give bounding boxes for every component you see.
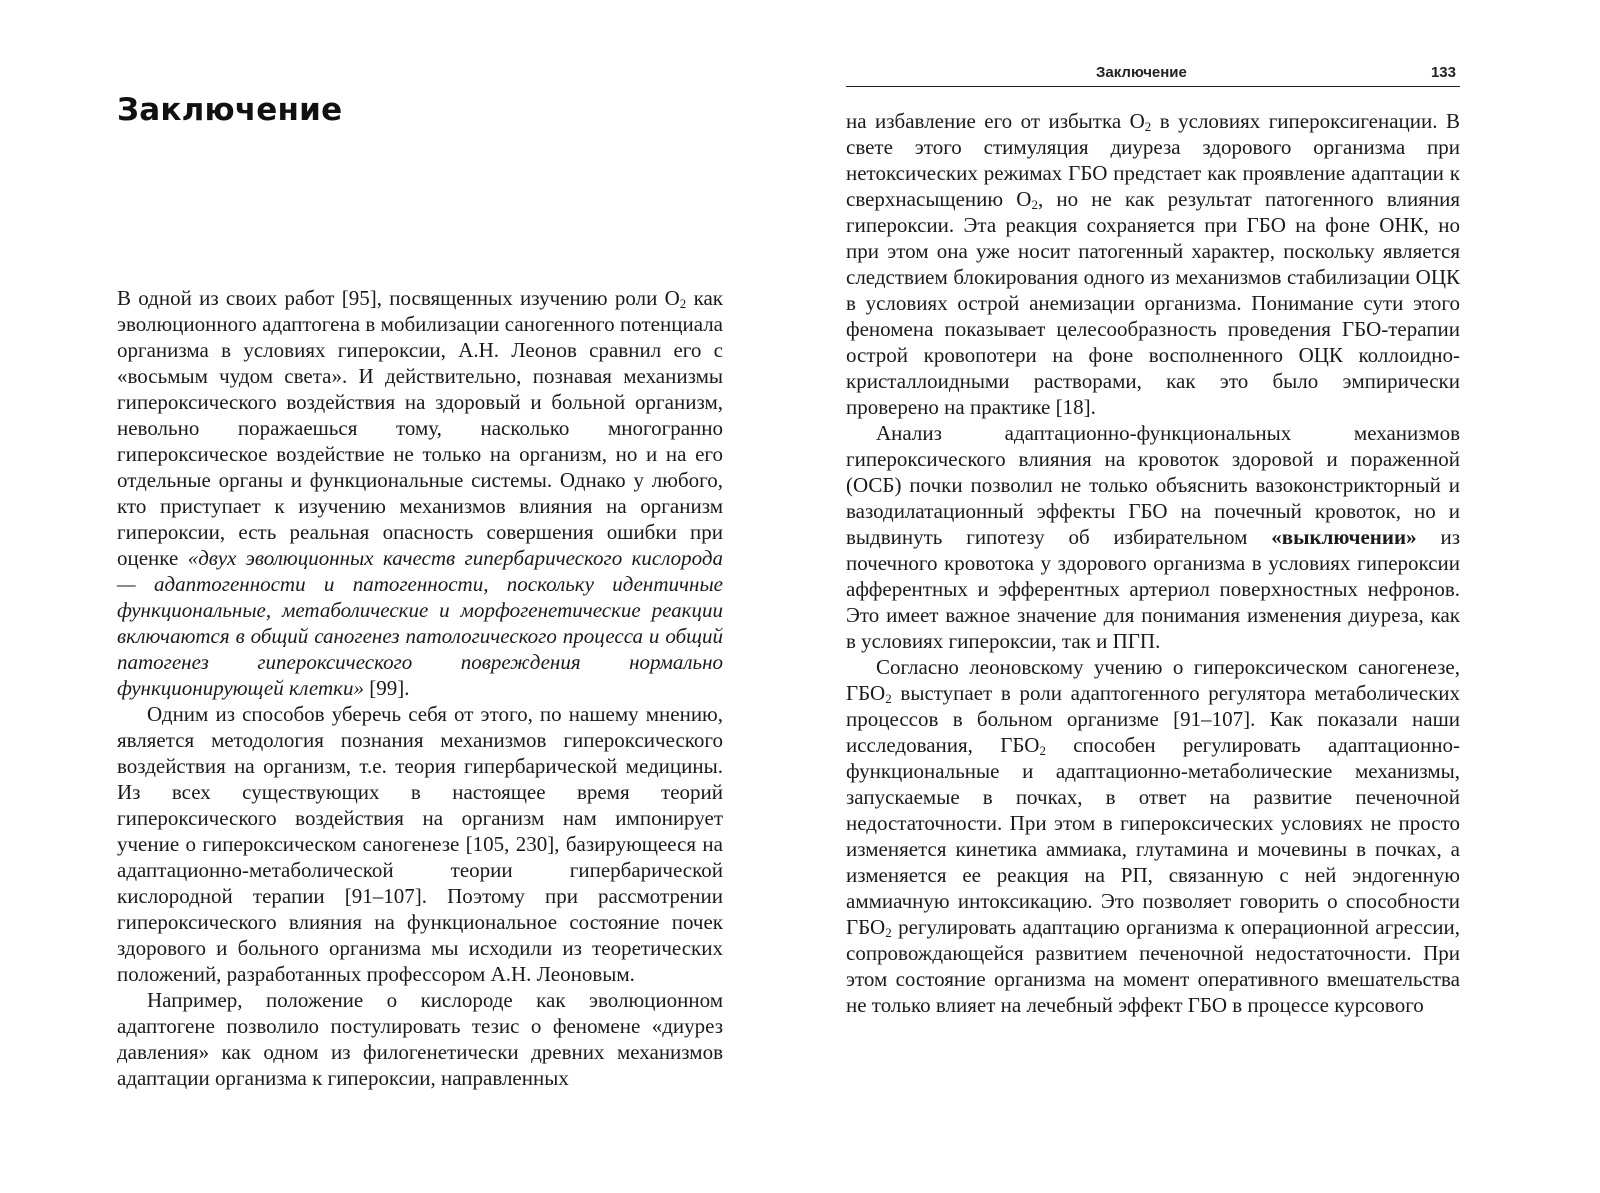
right-paragraph-1 [846, 108, 1460, 420]
italic-quote: «двух эволюционных качеств гипербарического кислорода — адаптогенности и патогенности, поскольку идентичные функциональные, метаболические и морфогенетические реакции включаются в общий саногенез патологического процесса и общий патогенез гипероксического повреждения нормально функционирующей клетки» [117, 546, 723, 700]
right-paragraph-2 [846, 420, 1460, 654]
subscript: 2 [885, 925, 892, 940]
text-run: Согласно леоновскому учению о гипероксическом саногенезе, ГБО [846, 655, 1460, 705]
text-run: [99]. [363, 676, 410, 700]
text-run: выступает в роли адаптогенного регулятора метаболических процессов в больном организме [91–107]. Как показали наши исследования, ГБО [846, 681, 1460, 757]
subscript: 2 [1144, 119, 1152, 134]
text-run: как эволюционного адаптогена в мобилизации саногенного потенциала организма в условиях гипероксии, А.Н. Леонов сравнил его с «восьмым чудом света». И действительно, познавая механизмы гипероксического воздействия на здоровый и больной организм, невольно поражаешься тому, насколько многогранно гипероксическое воздействие не только на организм, но и на его отдельные органы и функциональные системы. Однако у любого, кто приступает к изучению механизмов влияния на организм гипероксии, есть реальная опасность совершения ошибки при оценке [117, 286, 723, 570]
text-run: на избавление его от избытка O [846, 109, 1145, 133]
page-number: 133 [1430, 64, 1456, 81]
left-paragraph-3: Например, положение о кислороде как эволюционном адаптогене позволило постулировать тезис о феномене «диурез давления» как одном из филогенетически древних механизмов адаптации организма к гипероксии, направленных [117, 988, 723, 1090]
subscript: 2 [1039, 743, 1046, 758]
text-run: Анализ адаптационно-функциональных механизмов гипероксического влияния на кровоток здоровой и пораженной (ОСБ) почки позволил не только объяснить вазоконстрикторный и вазодилатационный эффекты ГБО на почечный кровоток, но и выдвинуть гипотезу об избирательном [846, 421, 1460, 549]
left-paragraph-1 [117, 285, 723, 701]
chapter-title: Заключение [117, 92, 343, 128]
right-paragraph-3 [846, 654, 1460, 1018]
text-run: в условиях гипероксигенации. В свете этого стимуляция диуреза здорового организма при нетоксических режимах ГБО предстает как проявление адаптации к сверхнасыщению O [846, 109, 1460, 211]
running-header [846, 64, 1460, 87]
left-text-column [117, 285, 723, 1091]
subscript: 2 [885, 691, 892, 706]
left-paragraph-2: Одним из способов уберечь себя от этого, по нашему мнению, является методология познания механизмов гипероксического воздействия на организм, т.е. теория гипербарической медицины. Из всех существующих в настоящее время теорий гипероксического воздействия на организм нам импонирует учение о гипероксическом саногенезе [105, 230], базирующееся на адаптационно-метаболической теории гипербарической кислородной терапии [91–107]. Поэтому при рассмотрении гипероксического влияния на функциональное состояние почек здорового и больного организма мы исходили из теоретических положений, разработанных профессором А.Н. Леоновым. [117, 702, 723, 986]
text-run: регулировать адаптацию организма к операционной агрессии, сопровождающейся развитием печеночной недостаточности. При этом состояние организма на момент оперативного вмешательства не только влияет на лечебный эффект ГБО в процессе курсового [846, 915, 1460, 1017]
right-text-column [846, 108, 1460, 1018]
text-run: , но не как результат патогенного влияния гипероксии. Эта реакция сохраняется при ГБО на фоне ОНК, но при этом она уже носит патогенный характер, поскольку является следствием блокирования одного из механизмов стабилизации ОЦК в условиях острой анемизации организма. Понимание сути этого феномена показывает целесообразность проведения ГБО-терапии острой кровопотери на фоне восполненного ОЦК коллоидно-кристаллоидными растворами, как это было эмпирически проверено на практике [18]. [846, 187, 1460, 419]
subscript: 2 [679, 296, 687, 311]
right-page [800, 0, 1600, 1193]
bold-term: «выключении» [1271, 525, 1417, 549]
text-run: из почечного кровотока у здорового организма в условиях гипероксии афферентных и эфферентных артериол поверхностных нефронов. Это имеет важное значение для понимания изменения диуреза, как в условиях гипероксии, так и ПГП. [846, 525, 1460, 653]
left-page [0, 0, 790, 1193]
running-header-title: Заключение [1096, 64, 1187, 81]
text-run: способен регулировать адаптационно-функциональные и адаптационно-метаболические механизмы, запускаемые в почках, в ответ на развитие печеночной недостаточности. При этом в гипероксических условиях не просто изменяется кинетика аммиака, глутамина и мочевины в почках, а изменяется ее реакция на РП, связанную с ней эндогенную аммиачную интоксикацию. Это позволяет говорить о способности ГБО [846, 733, 1461, 939]
text-run: В одной из своих работ [95], посвященных изучению роли O [117, 286, 680, 310]
subscript: 2 [1031, 197, 1038, 212]
